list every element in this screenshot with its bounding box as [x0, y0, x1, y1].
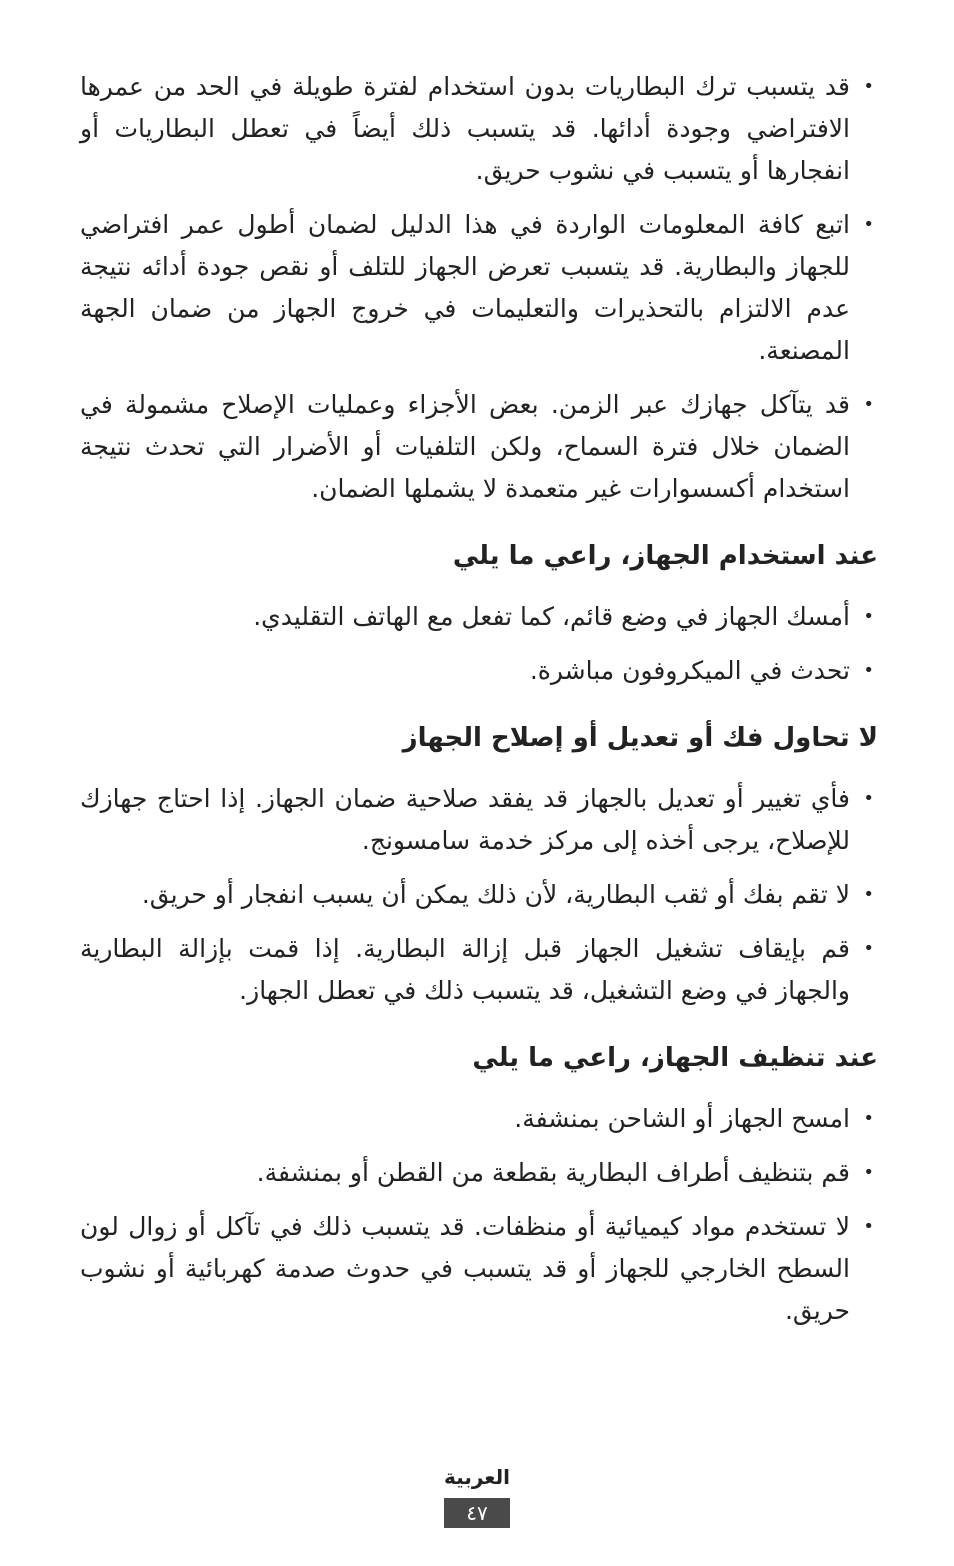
list-item — [80, 384, 878, 510]
section-heading-repair: لا تحاول فك أو تعديل أو إصلاح الجهاز — [402, 723, 878, 753]
list-item — [80, 1098, 878, 1140]
usage-list — [80, 596, 878, 692]
bullet-icon: • — [863, 1108, 874, 1129]
bullet-icon: • — [863, 884, 874, 905]
list-item — [80, 204, 878, 372]
list-item-text: قم بإيقاف تشغيل الجهاز قبل إزالة البطارية. إذا قمت بإزالة البطارية والجهاز في وضع التشغيل، قد يتسبب ذلك في تعطل الجهاز. — [80, 934, 850, 1005]
list-item-text: فأي تغيير أو تعديل بالجهاز قد يفقد صلاحية ضمان الجهاز. إذا احتاج جهازك للإصلاح، يرجى أخذه إلى مركز خدمة سامسونج. — [80, 784, 850, 855]
list-item — [80, 66, 878, 192]
section-heading-cleaning: عند تنظيف الجهاز، راعي ما يلي — [472, 1043, 878, 1073]
section-heading-usage: عند استخدام الجهاز، راعي ما يلي — [452, 541, 878, 571]
intro-list — [80, 66, 878, 510]
page-number-badge: ٤٧ — [444, 1498, 510, 1528]
bullet-icon: • — [863, 1162, 874, 1183]
bullet-icon: • — [863, 1216, 874, 1237]
page-footer — [0, 1462, 954, 1528]
list-item-text: قم بتنظيف أطراف البطارية بقطعة من القطن أو بمنشفة. — [256, 1158, 850, 1187]
cleaning-list — [80, 1098, 878, 1332]
list-item-text: قد يتسبب ترك البطاريات بدون استخدام لفترة طويلة في الحد من عمرها الافتراضي وجودة أدائها. قد يتسبب ذلك أيضاً في تعطل البطاريات أو انفجارها أو يتسبب في نشوب حريق. — [80, 72, 850, 185]
bullet-icon: • — [863, 660, 874, 681]
list-item-text: اتبع كافة المعلومات الواردة في هذا الدليل لضمان أطول عمر افتراضي للجهاز والبطارية. قد يتسبب تعرض الجهاز للتلف أو نقص جودة أدائه نتيجة عدم الالتزام بالتحذيرات والتعليمات في خروج الجهاز من ضمان الجهة المصنعة. — [80, 210, 850, 365]
list-item-text: لا تقم بفك أو ثقب البطارية، لأن ذلك يمكن أن يسبب انفجار أو حريق. — [141, 880, 850, 909]
list-item — [80, 874, 878, 916]
list-item-text: امسح الجهاز أو الشاحن بمنشفة. — [514, 1104, 850, 1133]
list-item-text: قد يتآكل جهازك عبر الزمن. بعض الأجزاء وعمليات الإصلاح مشمولة في الضمان خلال فترة السماح، ولكن التلفيات أو الأضرار التي تحدث نتيجة استخدام أكسسوارات غير متعمدة لا يشملها الضمان. — [80, 390, 850, 503]
list-item — [80, 596, 878, 638]
list-item-text: لا تستخدم مواد كيميائية أو منظفات. قد يتسبب ذلك في تآكل أو زوال لون السطح الخارجي للجهاز أو قد يتسبب في حدوث صدمة كهربائية أو نشوب حريق. — [80, 1212, 850, 1325]
repair-list — [80, 778, 878, 1012]
bullet-icon: • — [863, 214, 874, 235]
list-item — [80, 928, 878, 1012]
footer-language-label: العربية — [444, 1465, 510, 1489]
list-item — [80, 778, 878, 862]
list-item-text: تحدث في الميكروفون مباشرة. — [529, 656, 850, 685]
page-content — [80, 66, 878, 1358]
list-item — [80, 1206, 878, 1332]
bullet-icon: • — [863, 788, 874, 809]
list-item — [80, 650, 878, 692]
bullet-icon: • — [863, 76, 874, 97]
bullet-icon: • — [863, 394, 874, 415]
bullet-icon: • — [863, 606, 874, 627]
bullet-icon: • — [863, 938, 874, 959]
list-item — [80, 1152, 878, 1194]
list-item-text: أمسك الجهاز في وضع قائم، كما تفعل مع الهاتف التقليدي. — [253, 602, 850, 631]
